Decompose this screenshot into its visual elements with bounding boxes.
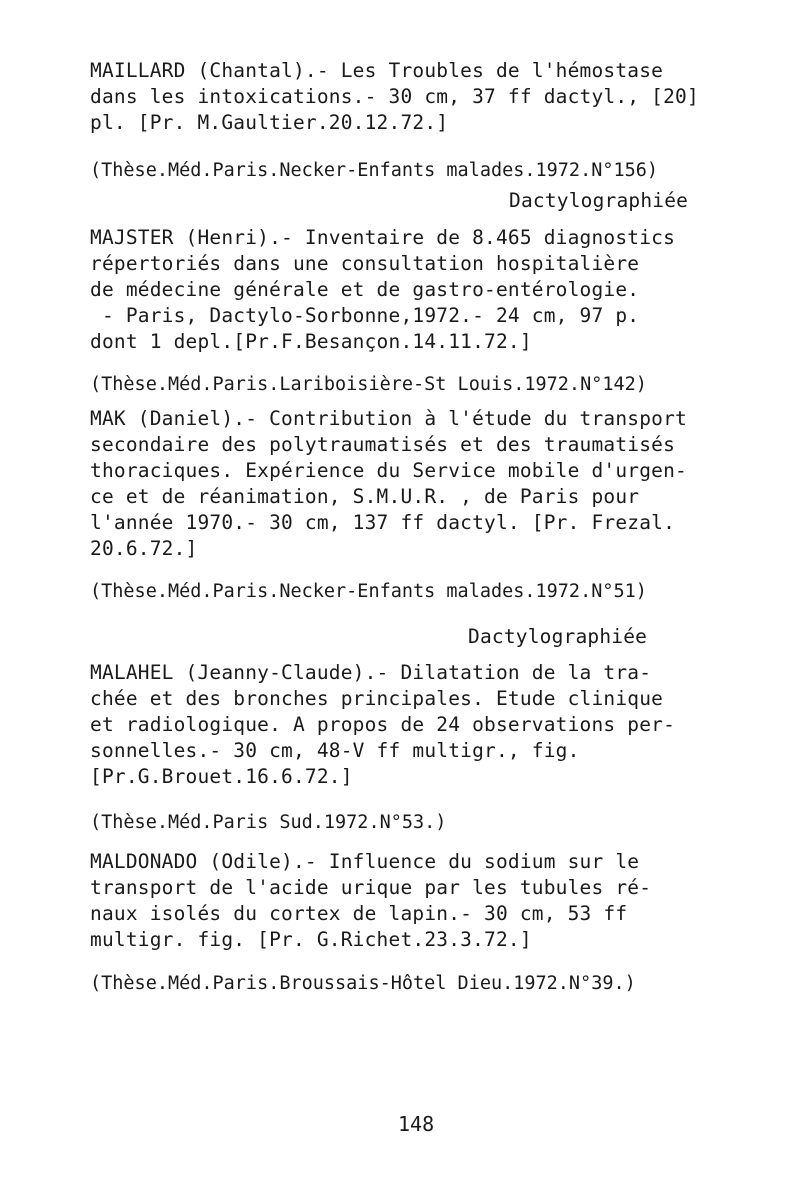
entry-malahel-line-2: chée et des bronches principales. Etude clinique xyxy=(90,687,664,710)
entry-majster-line-4: - Paris, Dactylo-Sorbonne,1972.- 24 cm, 97 p. xyxy=(90,304,640,327)
entry-maldonado-line-4: multigr. fig. [Pr. G.Richet.23.3.72.] xyxy=(90,928,532,951)
entry-maldonado-line-1: MALDONADO (Odile).- Influence du sodium sur le xyxy=(90,850,640,873)
entry-mak-line-1: MAK (Daniel).- Contribution à l'étude du transport xyxy=(90,407,687,430)
entry-majster-line-3: de médecine générale et de gastro-entérologie. xyxy=(90,278,640,301)
entry-malahel-line-4: sonnelles.- 30 cm, 48-V ff multigr., fig. xyxy=(90,739,580,762)
entry-majster-line-1: MAJSTER (Henri).- Inventaire de 8.465 diagnostics xyxy=(90,226,676,249)
entry-mak-line-2: secondaire des polytraumatisés et des traumatisés xyxy=(90,433,676,456)
entry-malahel-line-3: et radiologique. A propos de 24 observations per- xyxy=(90,713,676,736)
entry-mak-line-4: ce et de réanimation, S.M.U.R. , de Paris pour xyxy=(90,485,640,508)
entry-majster-line-2: répertoriés dans une consultation hospitalière xyxy=(90,252,640,275)
entry-maillard-line-2: dans les intoxications.- 30 cm, 37 ff dactyl., [20] xyxy=(90,85,699,108)
entry-maldonado-source: (Thèse.Méd.Paris.Broussais-Hôtel Dieu.1972.N°39.) xyxy=(90,973,636,994)
entry-mak-line-6: 20.6.72.] xyxy=(90,537,198,560)
entry-malahel-line-1: MALAHEL (Jeanny-Claude).- Dilatation de la tra- xyxy=(90,661,652,684)
entry-mak-source: (Thèse.Méd.Paris.Necker-Enfants malades.1972.N°51) xyxy=(90,581,647,602)
entry-maillard-line-3: pl. [Pr. M.Gaultier.20.12.72.] xyxy=(90,111,449,134)
entry-maldonado-line-3: naux isolés du cortex de lapin.- 30 cm, 53 ff xyxy=(90,902,628,925)
entry-maillard-line-1: MAILLARD (Chantal).- Les Troubles de l'hémostase xyxy=(90,59,664,82)
entry-mak-line-5: l'année 1970.- 30 cm, 137 ff dactyl. [Pr. Frezal. xyxy=(90,511,676,534)
entry-mak-line-3: thoraciques. Expérience du Service mobile d'urgen- xyxy=(90,459,687,482)
entry-majster-line-5: dont 1 depl.[Pr.F.Besançon.14.11.72.] xyxy=(90,330,532,353)
entry-maillard-source: (Thèse.Méd.Paris.Necker-Enfants malades.1972.N°156) xyxy=(90,160,659,181)
entry-maillard-note: Dactylographiée xyxy=(509,189,689,212)
page-number: 148 xyxy=(398,1112,435,1136)
entry-malahel-line-5: [Pr.G.Brouet.16.6.72.] xyxy=(90,765,353,788)
entry-majster-source: (Thèse.Méd.Paris.Lariboisière-St Louis.1972.N°142) xyxy=(90,374,647,395)
entry-mak-note: Dactylographiée xyxy=(468,625,648,648)
entry-malahel-source: (Thèse.Méd.Paris Sud.1972.N°53.) xyxy=(90,812,447,833)
entry-maldonado-line-2: transport de l'acide urique par les tubules ré- xyxy=(90,876,652,899)
